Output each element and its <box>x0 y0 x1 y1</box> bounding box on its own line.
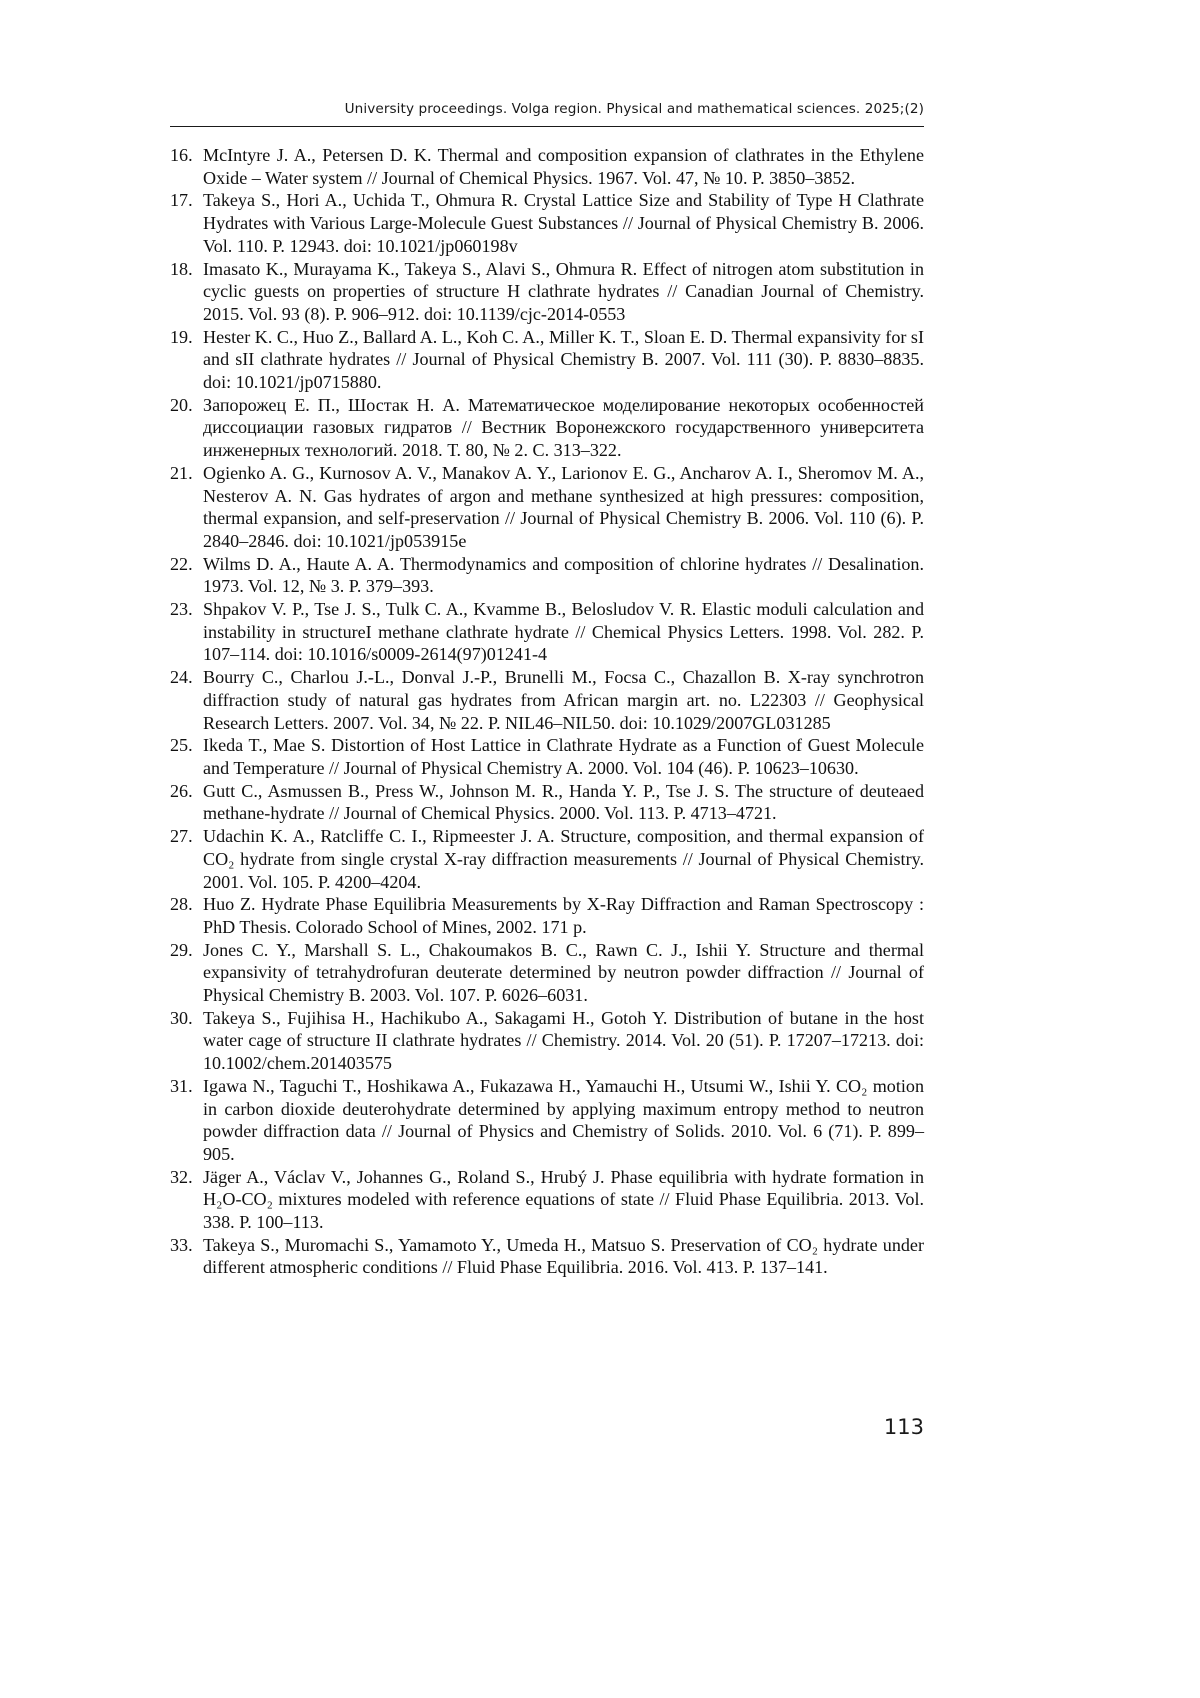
reference-text: Huo Z. Hydrate Phase Equilibria Measurements by X-Ray Diffraction and Raman Spectroscopy : PhD Thesis. Colorado School of Mines, 2002. 171 p. <box>203 894 924 937</box>
reference-17 <box>170 189 924 257</box>
header-rule <box>170 126 924 127</box>
reference-33 <box>170 1234 924 1279</box>
reference-text: Wilms D. A., Haute A. A. Thermodynamics and composition of chlorine hydrates // Desalination. 1973. Vol. 12, № 3. P. 379–393. <box>203 553 924 597</box>
reference-number: 19. <box>170 326 193 347</box>
reference-26 <box>170 780 924 825</box>
reference-text: McIntyre J. A., Petersen D. K. Thermal and composition expansion of clathrates in the Ethylene Oxide – Water system // Journal of Chemical Physics. 1967. Vol. 47, № 10. P. 3850–3852. <box>203 145 924 188</box>
reference-27 <box>170 825 924 893</box>
reference-number: 16. <box>170 145 193 165</box>
reference-number: 22. <box>170 553 193 574</box>
reference-text: Gutt C., Asmussen B., Press W., Johnson M. R., Handa Y. P., Tse J. S. The structure of deuteaed methane-hydrate // Journal of Chemical Physics. 2000. Vol. 113. P. 4713–4721. <box>203 780 924 824</box>
reference-number: 30. <box>170 1007 193 1028</box>
reference-24 <box>170 666 924 734</box>
running-header: University proceedings. Volga region. Physical and mathematical sciences. 2025;(2) <box>344 101 924 117</box>
reference-number: 23. <box>170 599 193 620</box>
page-number: 113 <box>883 1415 924 1439</box>
reference-text: Takeya S., Fujihisa H., Hachikubo A., Sakagami H., Gotoh Y. Distribution of butane in the host water cage of structure II clathrate hydrates // Chemistry. 2014. Vol. 20 (51). P. 17207–17213. doi: 10.1002/chem.201403575 <box>203 1007 924 1074</box>
reference-text: Shpakov V. P., Tse J. S., Tulk C. A., Kvamme B., Belosludov V. R. Elastic moduli calculation and instability in structureI methane clathrate hydrate // Chemical Physics Letters. 1998. Vol. 282. P. 107–114. doi: 10.1016/s0009-2614(97)01241-4 <box>203 599 924 665</box>
reference-16 <box>170 144 924 189</box>
reference-text: Jones C. Y., Marshall S. L., Chakoumakos B. C., Rawn C. J., Ishii Y. Structure and thermal expansivity of tetrahydrofuran deuterate determined by neutron powder diffraction // Journal of Physical Chemistry B. 2003. Vol. 107. P. 6026–6031. <box>203 939 924 1006</box>
reference-number: 29. <box>170 939 193 960</box>
reference-29 <box>170 939 924 1007</box>
reference-number: 21. <box>170 462 193 483</box>
reference-32 <box>170 1166 924 1234</box>
reference-number: 32. <box>170 1166 193 1187</box>
reference-text: Bourry C., Charlou J.-L., Donval J.-P., Brunelli M., Focsa C., Chazallon B. X-ray synchrotron diffraction study of natural gas hydrates from African margin art. no. L22303 // Geophysical Research Letters. 2007. Vol. 34, № 22. P. NIL46–NIL50. doi: 10.1029/2007GL031285 <box>203 667 924 733</box>
reference-number: 20. <box>170 394 193 415</box>
reference-text: Jäger A., Václav V., Johannes G., Roland S., Hrubý J. Phase equilibria with hydrate formation in H₂O-CO₂ mixtures modeled with reference equations of state // Fluid Phase Equilibria. 2013. Vol. 338. P. 100–113. <box>203 1166 924 1233</box>
reference-list <box>170 144 924 1279</box>
reference-text: Takeya S., Hori A., Uchida T., Ohmura R. Crystal Lattice Size and Stability of Type H Clathrate Hydrates with Various Large-Molecule Guest Substances // Journal of Physical Chemistry B. 2006. Vol. 110. P. 12943. doi: 10.1021/jp060198v <box>203 190 924 256</box>
reference-number: 31. <box>170 1075 193 1096</box>
reference-text: Igawa N., Taguchi T., Hoshikawa A., Fukazawa H., Yamauchi H., Utsumi W., Ishii Y. CO₂ motion in carbon dioxide deuterohydrate determined by applying maximum entropy method to neutron powder diffraction data // Journal of Physics and Chemistry of Solids. 2010. Vol. 6 (71). P. 899–905. <box>203 1075 924 1164</box>
reference-22 <box>170 553 924 598</box>
reference-21 <box>170 462 924 553</box>
reference-25 <box>170 734 924 779</box>
reference-text: Imasato K., Murayama K., Takeya S., Alavi S., Ohmura R. Effect of nitrogen atom substitution in cyclic guests on properties of structure H clathrate hydrates // Canadian Journal of Chemistry. 2015. Vol. 93 (8). P. 906–912. doi: 10.1139/cjc-2014-0553 <box>203 258 924 324</box>
reference-text: Udachin K. A., Ratcliffe C. I., Ripmeester J. A. Structure, composition, and thermal expansion of CO₂ hydrate from single crystal X-ray diffraction measurements // Journal of Physical Chemistry. 2001. Vol. 105. P. 4200–4204. <box>203 826 924 892</box>
reference-30 <box>170 1007 924 1075</box>
reference-19 <box>170 326 924 394</box>
reference-number: 18. <box>170 258 193 279</box>
reference-number: 24. <box>170 667 193 688</box>
reference-text: Ikeda T., Mae S. Distortion of Host Lattice in Clathrate Hydrate as a Function of Guest Molecule and Temperature // Journal of Physical Chemistry A. 2000. Vol. 104 (46). P. 10623–10630. <box>203 735 924 778</box>
reference-18 <box>170 258 924 326</box>
reference-text: Takeya S., Muromachi S., Yamamoto Y., Umeda H., Matsuo S. Preservation of CO₂ hydrate under different atmospheric conditions // Fluid Phase Equilibria. 2016. Vol. 413. P. 137–141. <box>203 1234 924 1278</box>
reference-31 <box>170 1075 924 1166</box>
reference-text: Ogienko A. G., Kurnosov A. V., Manakov A. Y., Larionov E. G., Ancharov A. I., Sheromov M. A., Nesterov A. N. Gas hydrates of argon and methane synthesized at high pressures: composition, thermal expansion, and self-preservation // Journal of Physical Chemistry B. 2006. Vol. 110 (6). P. 2840–2846. doi: 10.1021/jp053915e <box>203 462 924 551</box>
reference-20 <box>170 394 924 462</box>
reference-text: Запорожец Е. П., Шостак Н. А. Математическое моделирование некоторых особенностей диссоциации газовых гидратов // Вестник Воронежского государственного университета инженерных технологий. 2018. Т. 80, № 2. С. 313–322. <box>203 394 924 461</box>
reference-23 <box>170 598 924 666</box>
reference-number: 25. <box>170 735 193 756</box>
reference-number: 33. <box>170 1234 193 1255</box>
reference-28 <box>170 893 924 938</box>
reference-number: 28. <box>170 894 193 915</box>
reference-number: 26. <box>170 780 193 801</box>
reference-number: 27. <box>170 826 193 847</box>
reference-text: Hester K. C., Huo Z., Ballard A. L., Koh C. A., Miller K. T., Sloan E. D. Thermal expansivity for sI and sII clathrate hydrates // Journal of Physical Chemistry B. 2007. Vol. 111 (30). P. 8830–8835. doi: 10.1021/jp0715880. <box>203 326 924 393</box>
reference-number: 17. <box>170 190 193 211</box>
